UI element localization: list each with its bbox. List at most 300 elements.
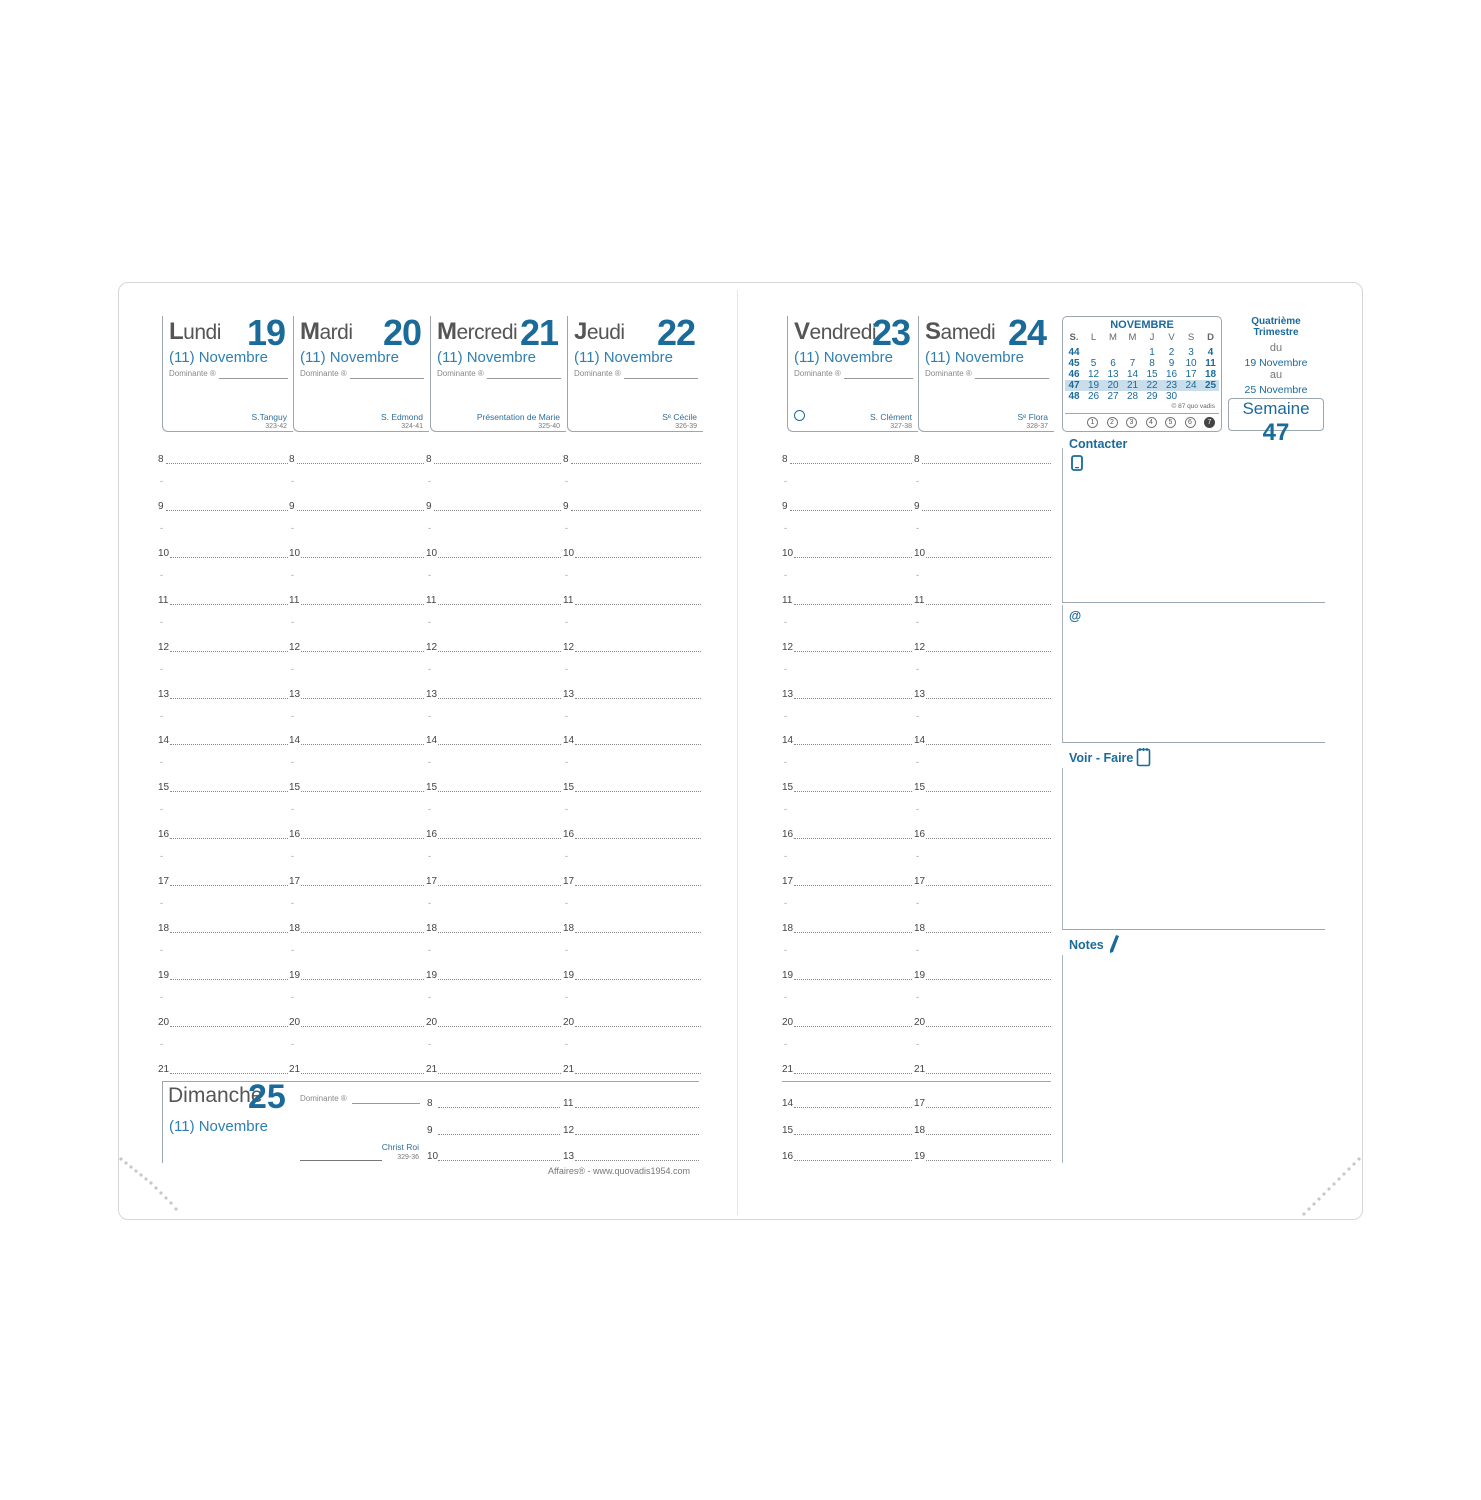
half-hour-mark: -	[160, 710, 163, 721]
mini-calendar-week-number: 45	[1068, 358, 1080, 369]
mini-calendar-day: 5	[1090, 358, 1097, 369]
mini-calendar-day: 18	[1204, 369, 1217, 380]
hour-slot[interactable]	[166, 510, 288, 511]
half-hour-mark: -	[428, 710, 431, 721]
hour-slot[interactable]	[301, 651, 424, 652]
hour-slot[interactable]	[438, 698, 561, 699]
hour-slot[interactable]	[571, 463, 701, 464]
hour-label: 19	[914, 969, 926, 981]
sunday-name: Dimanche	[168, 1084, 263, 1107]
mini-calendar-day: 8	[1149, 358, 1155, 369]
hour-slot[interactable]	[438, 932, 561, 933]
half-hour-mark: -	[291, 476, 294, 486]
half-hour-mark: -	[291, 898, 294, 909]
sunday-hour-label: 9	[427, 1124, 433, 1136]
hour-slot[interactable]	[575, 791, 701, 792]
hour-label: 9	[563, 500, 569, 512]
hour-label: 18	[782, 923, 794, 934]
half-hour-mark: -	[428, 569, 431, 580]
hour-label: 16	[158, 829, 170, 841]
extra-hour-slot[interactable]	[794, 1160, 912, 1161]
hour-slot[interactable]	[794, 1026, 912, 1027]
hour-slot[interactable]	[170, 979, 288, 980]
dominante-line	[844, 378, 913, 379]
hour-slot[interactable]	[794, 651, 912, 652]
hour-label: 15	[782, 782, 794, 794]
extra-hour-slot[interactable]	[794, 1134, 912, 1135]
day-month: (11) Novembre	[925, 349, 1024, 366]
extra-hour-slot[interactable]	[926, 1107, 1051, 1108]
hour-slot[interactable]	[575, 651, 701, 652]
hour-slot[interactable]	[575, 604, 701, 605]
sunday-left-border	[162, 1081, 163, 1163]
day-header-mercredi	[430, 312, 566, 432]
mini-calendar	[1062, 316, 1222, 432]
hour-label: 9	[914, 500, 920, 512]
half-hour-mark: -	[291, 804, 294, 815]
hour-slot[interactable]	[301, 698, 424, 699]
hour-label: 13	[289, 688, 301, 700]
half-hour-mark: -	[784, 757, 787, 768]
sunday-hour-slot[interactable]	[575, 1160, 699, 1161]
saint-name: Sᵉ Flora	[1017, 412, 1048, 422]
hour-label: 8	[426, 454, 432, 465]
sunday-dominante-line	[352, 1103, 420, 1104]
half-hour-mark: -	[784, 616, 787, 627]
hour-slot[interactable]	[301, 979, 424, 980]
hour-slot[interactable]	[571, 510, 701, 511]
hour-label: 13	[914, 688, 926, 700]
hour-slot[interactable]	[926, 1026, 1051, 1027]
half-hour-mark: -	[428, 945, 431, 955]
half-hour-mark: -	[784, 522, 787, 533]
day-header-samedi	[918, 312, 1054, 432]
hour-slot[interactable]	[926, 791, 1051, 792]
hour-slot[interactable]	[170, 557, 288, 558]
mini-calendar-day: 7	[1129, 358, 1136, 369]
half-hour-mark: -	[565, 945, 568, 955]
hour-label: 13	[158, 688, 170, 700]
mini-calendar-title: NOVEMBRE	[1110, 319, 1174, 331]
hour-slot[interactable]	[926, 1073, 1051, 1074]
hour-slot[interactable]	[575, 885, 701, 886]
half-hour-mark: -	[916, 476, 919, 486]
hour-label: 17	[914, 876, 926, 888]
saint-name: S. Edmond	[380, 412, 423, 422]
extra-hour-slot[interactable]	[926, 1160, 1051, 1161]
hour-label: 20	[563, 1016, 575, 1028]
hour-label: 19	[158, 969, 170, 981]
mini-calendar-day: 1	[1149, 347, 1155, 358]
half-hour-mark: -	[428, 898, 431, 909]
hour-slot[interactable]	[170, 698, 288, 699]
half-hour-mark: -	[428, 851, 431, 862]
hour-slot[interactable]	[575, 838, 701, 839]
hour-slot[interactable]	[170, 791, 288, 792]
hour-slot[interactable]	[575, 698, 701, 699]
hour-slot[interactable]	[926, 604, 1051, 605]
half-hour-mark: -	[160, 945, 163, 955]
mini-calendar-week-number: 44	[1068, 347, 1080, 358]
hour-label: 12	[289, 641, 301, 653]
hour-label: 14	[426, 735, 438, 747]
half-hour-mark: -	[160, 522, 163, 533]
hour-label: 14	[158, 735, 170, 747]
sunday-hour-slot[interactable]	[575, 1134, 699, 1135]
mini-calendar-weekday: L	[1090, 332, 1097, 343]
hour-label: 8	[289, 454, 295, 465]
hour-label: 21	[426, 1063, 438, 1075]
mini-calendar-day: 25	[1204, 380, 1217, 391]
half-hour-mark: -	[428, 663, 431, 674]
day-month: (11) Novembre	[300, 349, 399, 366]
hour-slot[interactable]	[575, 557, 701, 558]
half-hour-mark: -	[916, 898, 919, 909]
half-hour-mark: -	[916, 804, 919, 815]
sunday-hour-slot[interactable]	[575, 1107, 699, 1108]
hour-slot[interactable]	[170, 1026, 288, 1027]
half-hour-mark: -	[428, 991, 431, 1002]
hour-slot[interactable]	[794, 885, 912, 886]
hour-slot[interactable]	[438, 744, 561, 745]
mini-calendar-day: 2	[1168, 347, 1175, 358]
hour-slot[interactable]	[926, 651, 1051, 652]
hour-label: 8	[782, 454, 788, 465]
dominante-line	[350, 378, 424, 379]
hour-label: 21	[782, 1063, 794, 1075]
hour-slot[interactable]	[434, 463, 561, 464]
hour-label: 18	[914, 923, 926, 934]
hour-slot[interactable]	[438, 604, 561, 605]
hour-slot[interactable]	[926, 557, 1051, 558]
hour-label: 9	[158, 500, 164, 512]
hour-label: 19	[563, 969, 575, 981]
hour-label: 18	[158, 923, 170, 934]
hour-label: 21	[158, 1063, 170, 1075]
hour-label: 16	[914, 829, 926, 841]
hour-slot[interactable]	[301, 791, 424, 792]
hour-slot[interactable]	[575, 1026, 701, 1027]
half-hour-mark: -	[916, 569, 919, 580]
half-hour-mark: -	[428, 522, 431, 533]
contacter-bottom-line	[1062, 602, 1325, 603]
mini-calendar-day: 24	[1185, 380, 1197, 391]
hour-slot[interactable]	[575, 932, 701, 933]
hour-slot[interactable]	[790, 463, 912, 464]
hour-slot[interactable]	[301, 744, 424, 745]
mini-calendar-day: 4	[1207, 347, 1214, 358]
half-hour-mark: -	[916, 757, 919, 768]
mini-calendar-weekday: J	[1149, 332, 1155, 343]
hour-slot[interactable]	[794, 838, 912, 839]
hour-label: 12	[158, 641, 170, 653]
hour-label: 16	[782, 829, 794, 841]
saint-name: Présentation de Marie	[476, 412, 560, 422]
hour-slot[interactable]	[790, 510, 912, 511]
day-month: (11) Novembre	[169, 349, 268, 366]
hour-label: 9	[289, 500, 295, 512]
hour-slot[interactable]	[926, 838, 1051, 839]
hour-label: 20	[289, 1016, 301, 1028]
saint-name: S. Clément	[869, 412, 912, 422]
publisher-footer: Affaires® - www.quovadis1954.com	[548, 1166, 691, 1176]
hour-label: 15	[563, 782, 575, 794]
half-hour-mark: -	[565, 851, 568, 862]
hour-slot[interactable]	[926, 932, 1051, 933]
hour-label: 13	[782, 688, 794, 700]
hour-slot[interactable]	[922, 463, 1051, 464]
mini-calendar-day: 29	[1146, 391, 1158, 402]
weekday-circle-icon: 1	[1087, 417, 1098, 428]
half-hour-mark: -	[428, 757, 431, 768]
dominante-line	[487, 378, 561, 379]
half-hour-mark: -	[916, 522, 919, 533]
half-hour-mark: -	[565, 757, 568, 768]
half-hour-mark: -	[916, 1038, 919, 1049]
day-number: 23	[871, 312, 910, 353]
hour-label: 11	[563, 594, 574, 606]
day-name: Lundi	[169, 318, 221, 345]
perforation-left-icon	[118, 1155, 188, 1225]
extra-hour-label: 18	[914, 1124, 926, 1136]
hour-slot[interactable]	[170, 744, 288, 745]
mini-calendar-day: 22	[1146, 380, 1158, 391]
extra-hour-label: 14	[782, 1098, 794, 1109]
mini-calendar-day: 15	[1146, 369, 1158, 380]
half-hour-mark: -	[565, 476, 568, 486]
half-hour-mark: -	[565, 663, 568, 674]
hour-slot[interactable]	[434, 510, 561, 511]
hour-slot[interactable]	[926, 698, 1051, 699]
hour-slot[interactable]	[438, 1026, 561, 1027]
dominante-line	[975, 378, 1049, 379]
day-header-lundi	[162, 312, 293, 432]
half-hour-mark: -	[291, 945, 294, 955]
hour-slot[interactable]	[438, 885, 561, 886]
sunday-hour-label: 13	[563, 1151, 575, 1162]
mini-calendar-weekday: M	[1109, 332, 1117, 343]
hour-slot[interactable]	[438, 838, 561, 839]
half-hour-mark: -	[784, 898, 787, 909]
half-hour-mark: -	[565, 710, 568, 721]
week-number-box	[1228, 398, 1324, 446]
day-of-year: 324-41	[401, 423, 423, 430]
voir-faire-bottom-line	[1062, 929, 1325, 930]
dominante-label: Dominante ®	[169, 369, 216, 378]
hour-label: 15	[158, 782, 170, 794]
day-number: 24	[1007, 312, 1046, 353]
hour-slot[interactable]	[301, 932, 424, 933]
half-hour-mark: -	[784, 710, 787, 721]
hour-slot[interactable]	[301, 838, 424, 839]
hour-label: 19	[782, 969, 794, 981]
half-hour-mark: -	[160, 804, 163, 815]
hour-slot[interactable]	[926, 744, 1051, 745]
hour-slot[interactable]	[166, 463, 288, 464]
mini-calendar-day: 9	[1168, 358, 1175, 369]
hour-label: 12	[914, 641, 926, 653]
hour-slot[interactable]	[301, 1073, 424, 1074]
hour-slot[interactable]	[794, 979, 912, 980]
hour-label: 11	[782, 594, 793, 606]
hour-label: 11	[158, 594, 169, 606]
day-name: Mardi	[300, 318, 353, 345]
hour-label: 14	[289, 735, 301, 747]
sunday-hour-slot[interactable]	[438, 1107, 560, 1108]
hour-label: 18	[426, 923, 438, 934]
mini-calendar-weekday: V	[1168, 332, 1175, 343]
half-hour-mark: -	[565, 898, 568, 909]
hour-slot[interactable]	[170, 885, 288, 886]
half-hour-mark: -	[784, 569, 787, 580]
sunday-dayno: 329-36	[397, 1154, 419, 1161]
half-hour-mark: -	[916, 710, 919, 721]
dominante-label: Dominante ®	[437, 369, 484, 378]
day-month: (11) Novembre	[437, 349, 536, 366]
hour-slot[interactable]	[575, 979, 701, 980]
hour-slot[interactable]	[794, 932, 912, 933]
mini-calendar-day: 12	[1087, 369, 1100, 380]
hour-slot[interactable]	[794, 698, 912, 699]
hour-slot[interactable]	[170, 838, 288, 839]
mini-calendar-weekday: S	[1187, 332, 1195, 343]
hour-slot[interactable]	[794, 744, 912, 745]
hour-slot[interactable]	[926, 885, 1051, 886]
half-hour-mark: -	[916, 945, 919, 955]
half-hour-mark: -	[565, 1038, 568, 1049]
half-hour-mark: -	[916, 991, 919, 1002]
hour-slot[interactable]	[301, 885, 424, 886]
hour-label: 20	[158, 1016, 170, 1028]
hour-label: 13	[426, 688, 438, 700]
hour-label: 14	[563, 735, 575, 747]
half-hour-mark: -	[916, 616, 919, 627]
hour-slot[interactable]	[794, 1073, 912, 1074]
half-hour-mark: -	[291, 851, 294, 862]
hour-label: 20	[914, 1016, 926, 1028]
half-hour-mark: -	[160, 991, 163, 1002]
mini-calendar-day: 20	[1107, 380, 1119, 391]
sunday-month: (11) Novembre	[169, 1118, 268, 1135]
half-hour-mark: -	[291, 663, 294, 674]
mini-calendar-day: 10	[1185, 358, 1197, 369]
hour-slot[interactable]	[438, 1073, 561, 1074]
half-hour-mark: -	[784, 476, 787, 486]
half-hour-mark: -	[784, 945, 787, 955]
half-hour-mark: -	[291, 757, 294, 768]
hour-label: 10	[563, 547, 575, 559]
half-hour-mark: -	[784, 991, 787, 1002]
hour-slot[interactable]	[438, 557, 561, 558]
hour-label: 17	[426, 876, 438, 888]
hour-label: 20	[426, 1016, 438, 1028]
half-hour-mark: -	[160, 1038, 163, 1049]
dominante-label: Dominante ®	[574, 369, 621, 378]
mini-calendar-day: 16	[1165, 369, 1178, 380]
hour-label: 8	[563, 454, 569, 465]
half-hour-mark: -	[160, 663, 163, 674]
sunday-saint: Christ Roi	[381, 1142, 419, 1152]
hour-slot[interactable]	[297, 510, 424, 511]
quarter-label: Quatrième Trimestre	[1251, 316, 1301, 338]
half-hour-mark: -	[160, 569, 163, 580]
hour-slot[interactable]	[170, 1073, 288, 1074]
extra-hour-slot[interactable]	[794, 1107, 912, 1108]
hour-slot[interactable]	[301, 557, 424, 558]
half-hour-mark: -	[565, 804, 568, 815]
at-sign: @	[1069, 609, 1082, 623]
dominante-line	[219, 378, 288, 379]
sunday-saint-line	[300, 1160, 382, 1161]
sunday-top-line	[162, 1081, 699, 1082]
week-from-date: 19 Novembre	[1244, 357, 1308, 369]
hour-label: 10	[914, 547, 926, 559]
hour-slot[interactable]	[926, 979, 1051, 980]
hour-slot[interactable]	[301, 1026, 424, 1027]
semaine-label: Semaine	[1242, 399, 1310, 418]
hour-label: 17	[782, 876, 794, 888]
sunday-hour-slot[interactable]	[438, 1134, 560, 1135]
hour-label: 15	[426, 782, 438, 794]
mini-calendar-day: 6	[1110, 358, 1116, 369]
half-hour-mark: -	[160, 757, 163, 768]
hour-slot[interactable]	[170, 604, 288, 605]
mini-calendar-weekday: M	[1128, 332, 1137, 343]
mini-calendar-divider	[1065, 413, 1219, 414]
day-number: 19	[246, 312, 285, 353]
moon-phase-icon	[794, 410, 805, 421]
sunday-hour-slot[interactable]	[438, 1160, 560, 1161]
week-au: au	[1269, 369, 1283, 381]
half-hour-mark: -	[428, 1038, 431, 1049]
hour-label: 8	[914, 454, 920, 465]
hour-slot[interactable]	[170, 651, 288, 652]
hour-label: 9	[782, 500, 788, 512]
hour-slot[interactable]	[794, 604, 912, 605]
hour-slot[interactable]	[794, 791, 912, 792]
hour-slot[interactable]	[438, 651, 561, 652]
hour-slot[interactable]	[922, 510, 1051, 511]
half-hour-mark: -	[160, 476, 163, 486]
half-hour-mark: -	[916, 851, 919, 862]
pencil-icon	[1108, 934, 1120, 959]
hour-slot[interactable]	[438, 979, 561, 980]
hour-slot[interactable]	[301, 604, 424, 605]
extra-hour-label: 15	[782, 1124, 794, 1136]
hour-slot[interactable]	[575, 744, 701, 745]
hour-slot[interactable]	[575, 1073, 701, 1074]
hour-label: 16	[563, 829, 575, 841]
half-hour-mark: -	[565, 616, 568, 627]
weekday-circle-icon: 5	[1165, 417, 1176, 428]
hour-slot[interactable]	[794, 557, 912, 558]
hour-label: 20	[782, 1016, 794, 1028]
hour-label: 10	[426, 547, 438, 559]
hour-slot[interactable]	[297, 463, 424, 464]
hour-slot[interactable]	[170, 932, 288, 933]
contacter-left-border	[1062, 448, 1063, 603]
hour-label: 10	[289, 547, 301, 559]
weekday-circle-icon: 3	[1126, 417, 1137, 428]
mini-calendar-day: 23	[1165, 380, 1178, 391]
hour-slot[interactable]	[438, 791, 561, 792]
week-to-date: 25 Novembre	[1244, 384, 1308, 396]
notes-title: Notes	[1069, 938, 1104, 952]
dominante-line	[624, 378, 698, 379]
perforation-right-icon	[1293, 1155, 1363, 1225]
extra-hour-slot[interactable]	[926, 1134, 1051, 1135]
hour-label: 14	[782, 735, 794, 747]
